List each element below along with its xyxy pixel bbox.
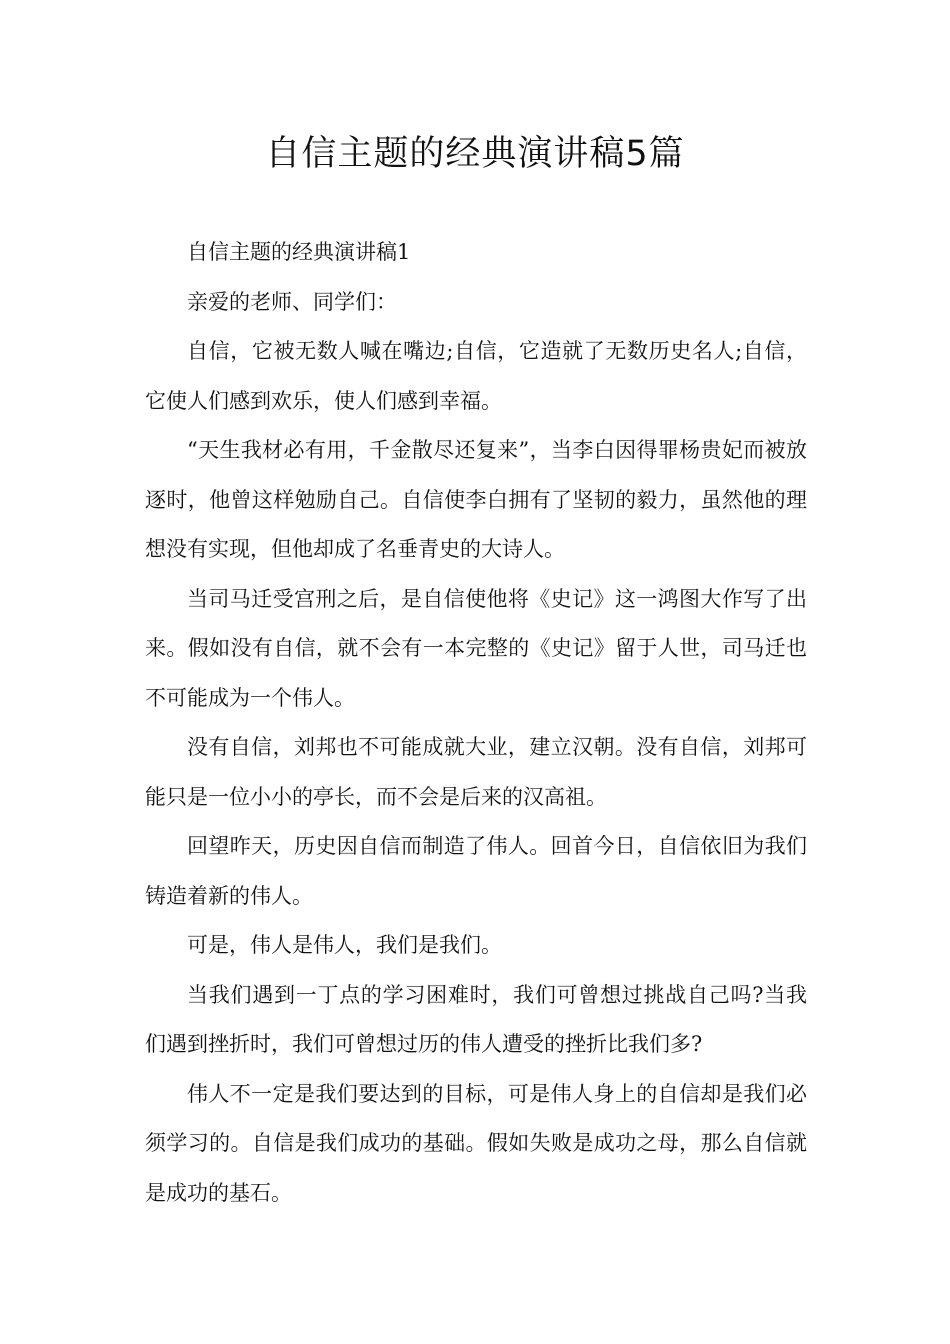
- document-title: 自信主题的经典演讲稿5篇: [265, 134, 685, 174]
- paragraph: 伟人不一定是我们要达到的目标，可是伟人身上的自信却是我们必须学习的。自信是我们成功的基础。假如失败是成功之母，那么自信就是成功的基石。: [145, 1081, 807, 1205]
- paragraph: “天生我材必有用，千金散尽还复来”，当李白因得罪杨贵妃而被放逐时，他曾这样勉励自己。自信使李白拥有了坚韧的毅力，虽然他的理想没有实现，但他却成了名垂青史的大诗人。: [145, 438, 807, 561]
- paragraph: 当我们遇到一丁点的学习困难时，我们可曾想过挑战自己吗?当我们遇到挫折时，我们可曾想过历的伟人遭受的挫折比我们多?: [145, 982, 807, 1056]
- paragraph: 自信，它被无数人喊在嘴边;自信，它造就了无数历史名人;自信，它使人们感到欢乐，使人们感到幸福。: [145, 339, 807, 413]
- paragraph: 没有自信，刘邦也不可能成就大业，建立汉朝。没有自信，刘邦可能只是一位小小的亭长，而不会是后来的汉高祖。: [145, 735, 807, 809]
- paragraph-subheading: 自信主题的经典演讲稿1: [187, 240, 411, 264]
- paragraph: 回望昨天，历史因自信而制造了伟人。回首今日，自信依旧为我们铸造着新的伟人。: [145, 834, 807, 908]
- paragraph: 可是，伟人是伟人，我们是我们。: [187, 933, 502, 957]
- paragraph: 当司马迁受宫刑之后，是自信使他将《史记》这一鸿图大作写了出来。假如没有自信，就不会有一本完整的《史记》留于人世，司马迁也不可能成为一个伟人。: [145, 586, 807, 710]
- paragraph-salutation: 亲爱的老师、同学们：: [187, 289, 397, 314]
- document-body: [145, 228, 807, 1218]
